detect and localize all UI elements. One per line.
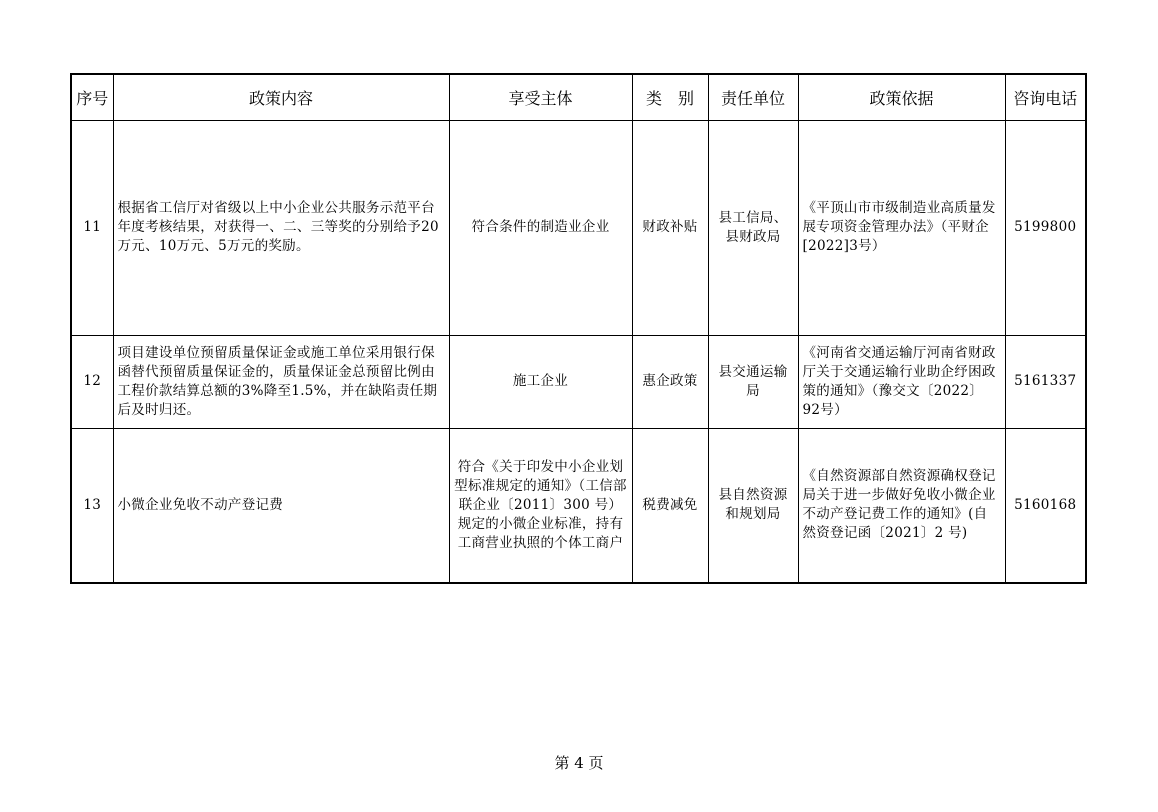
header-row xyxy=(71,74,1086,120)
row-unit: 县工信局、县财政局 xyxy=(708,120,798,335)
row-num: 11 xyxy=(71,120,113,335)
page-number: 第 4 页 xyxy=(554,754,604,772)
row-content: 项目建设单位预留质量保证金或施工单位采用银行保函替代预留质量保证金的，质量保证金总预留比例由工程价款结算总额的3%降至1.5%，并在缺陷责任期后及时归还。 xyxy=(113,335,449,428)
header-unit: 责任单位 xyxy=(708,74,798,120)
table-row xyxy=(71,335,1086,428)
row-basis: 《河南省交通运输厅河南省财政厅关于交通运输行业助企纾困政策的通知》（豫交文〔2022〕92号） xyxy=(798,335,1005,428)
header-basis: 政策依据 xyxy=(798,74,1005,120)
row-category: 惠企政策 xyxy=(632,335,708,428)
header-num: 序号 xyxy=(71,74,113,120)
policy-table xyxy=(70,73,1087,584)
table-row xyxy=(71,120,1086,335)
row-subject: 符合《关于印发中小企业划型标准规定的通知》（工信部联企业〔2011〕300 号）规定的小微企业标准，持有工商营业执照的个体工商户 xyxy=(449,428,632,583)
row-subject: 施工企业 xyxy=(449,335,632,428)
row-unit: 县交通运输局 xyxy=(708,335,798,428)
row-basis: 《平顶山市市级制造业高质量发展专项资金管理办法》（平财企[2022]3号） xyxy=(798,120,1005,335)
row-content: 小微企业免收不动产登记费 xyxy=(113,428,449,583)
row-phone: 5199800 xyxy=(1005,120,1086,335)
row-category: 财政补贴 xyxy=(632,120,708,335)
header-category: 类 别 xyxy=(632,74,708,120)
row-num: 13 xyxy=(71,428,113,583)
row-unit: 县自然资源和规划局 xyxy=(708,428,798,583)
row-category: 税费减免 xyxy=(632,428,708,583)
row-num: 12 xyxy=(71,335,113,428)
header-phone: 咨询电话 xyxy=(1005,74,1086,120)
row-subject: 符合条件的制造业企业 xyxy=(449,120,632,335)
row-content: 根据省工信厅对省级以上中小企业公共服务示范平台年度考核结果，对获得一、二、三等奖的分别给予20万元、10万元、5万元的奖励。 xyxy=(113,120,449,335)
row-phone: 5161337 xyxy=(1005,335,1086,428)
row-phone: 5160168 xyxy=(1005,428,1086,583)
header-content: 政策内容 xyxy=(113,74,449,120)
row-basis: 《自然资源部自然资源确权登记局关于进一步做好免收小微企业不动产登记费工作的通知》(自然资登记函〔2021〕2 号) xyxy=(798,428,1005,583)
table-row xyxy=(71,428,1086,583)
header-subject: 享受主体 xyxy=(449,74,632,120)
